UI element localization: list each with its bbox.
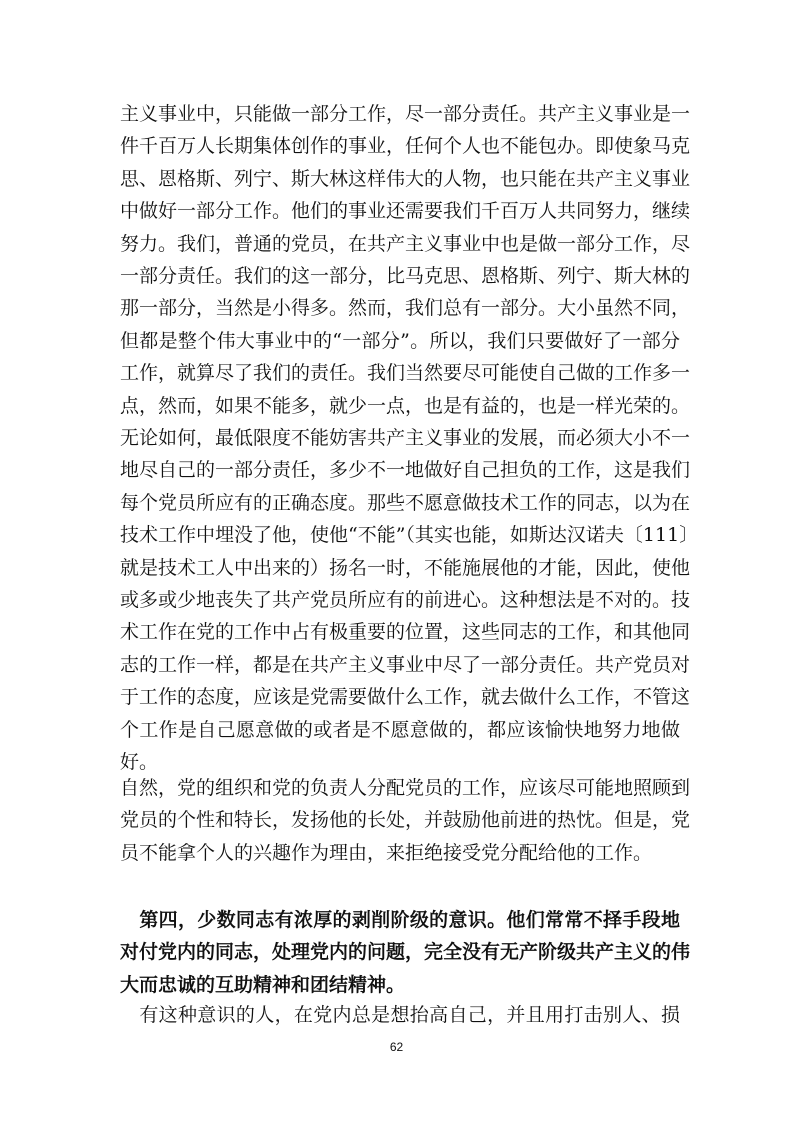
paragraph-line: 技术工作中埋没了他，使他“不能”（其实也能，如斯达汉诺夫〔111〕	[120, 524, 699, 547]
paragraph-line: 工作，就算尽了我们的责任。我们当然要尽可能使自己做的工作多一	[120, 362, 691, 385]
paragraph-line: 或多或少地丧失了共产党员所应有的前进心。这种想法是不对的。技	[120, 589, 691, 611]
paragraph-line: 好。	[120, 751, 159, 773]
paragraph-line: 党员的个性和特长，发扬他的长处，并鼓励他前进的热忱。但是，党	[120, 809, 691, 832]
paragraph-line: 员不能拿个人的兴趣作为理由，来拒绝接受党分配给他的工作。	[120, 841, 653, 864]
paragraph-line: 件千百万人长期集体创作的事业，任何个人也不能包办。即使象马克	[120, 135, 691, 158]
paragraph-line: 地尽自己的一部分责任，多少不一地做好自己担负的工作，这是我们	[120, 459, 691, 482]
paragraph-line: 就是技术工人中出来的）扬名一时，不能施展他的才能，因此，使他	[120, 556, 691, 579]
paragraph-line: 中做好一部分工作。他们的事业还需要我们千百万人共同努力，继续	[120, 200, 691, 223]
paragraph-line: 主义事业中，只能做一部分工作，尽一部分责任。共产主义事业是一	[120, 103, 691, 125]
paragraph-line: 志的工作一样，都是在共产主义事业中尽了一部分责任。共产党员对	[120, 653, 691, 676]
paragraph-line: 但都是整个伟大事业中的“一部分”。所以，我们只要做好了一部分	[120, 329, 680, 352]
heading-line: 对付党内的同志，处理党内的问题，完全没有无产阶级共产主义的伟	[120, 941, 691, 964]
heading-line: 大而忠诚的互助精神和团结精神。	[120, 973, 406, 996]
paragraph-line: 自然，党的组织和党的负责人分配党员的工作，应该尽可能地照顾到	[120, 777, 691, 799]
paragraph-line: 点，然而，如果不能多，就少一点，也是有益的，也是一样光荣的。	[120, 394, 691, 417]
paragraph-line: 一部分责任。我们的这一部分，比马克思、恩格斯、列宁、斯大林的	[120, 265, 691, 287]
paragraph-line: 每个党员所应有的正确态度。那些不愿意做技术工作的同志，以为在	[120, 491, 691, 514]
paragraph-line: 努力。我们，普通的党员，在共产主义事业中也是做一部分工作，尽	[120, 232, 691, 255]
paragraph-line: 那一部分，当然是小得多。然而，我们总有一部分。大小虽然不同，	[120, 297, 691, 320]
heading-line: 第四，少数同志有浓厚的剥削阶级的意识。他们常常不择手段地	[120, 909, 680, 931]
paragraph-line: 个工作是自己愿意做的或者是不愿意做的，都应该愉快地努力地做	[120, 718, 680, 741]
paragraph-line: 于工作的态度，应该是党需要做什么工作，就去做什么工作，不管这	[120, 686, 691, 709]
paragraph-line: 思、恩格斯、列宁、斯大林这样伟大的人物，也只能在共产主义事业	[120, 167, 691, 190]
paragraph-line: 有这种意识的人，在党内总是想抬高自己，并且用打击别人、损	[120, 1004, 680, 1026]
paragraph-line: 术工作在党的工作中占有极重要的位置，这些同志的工作，和其他同	[120, 621, 691, 644]
paragraph-line: 无论如何，最低限度不能妨害共产主义事业的发展，而必须大小不一	[120, 427, 691, 449]
page-number: 62	[389, 1040, 404, 1054]
